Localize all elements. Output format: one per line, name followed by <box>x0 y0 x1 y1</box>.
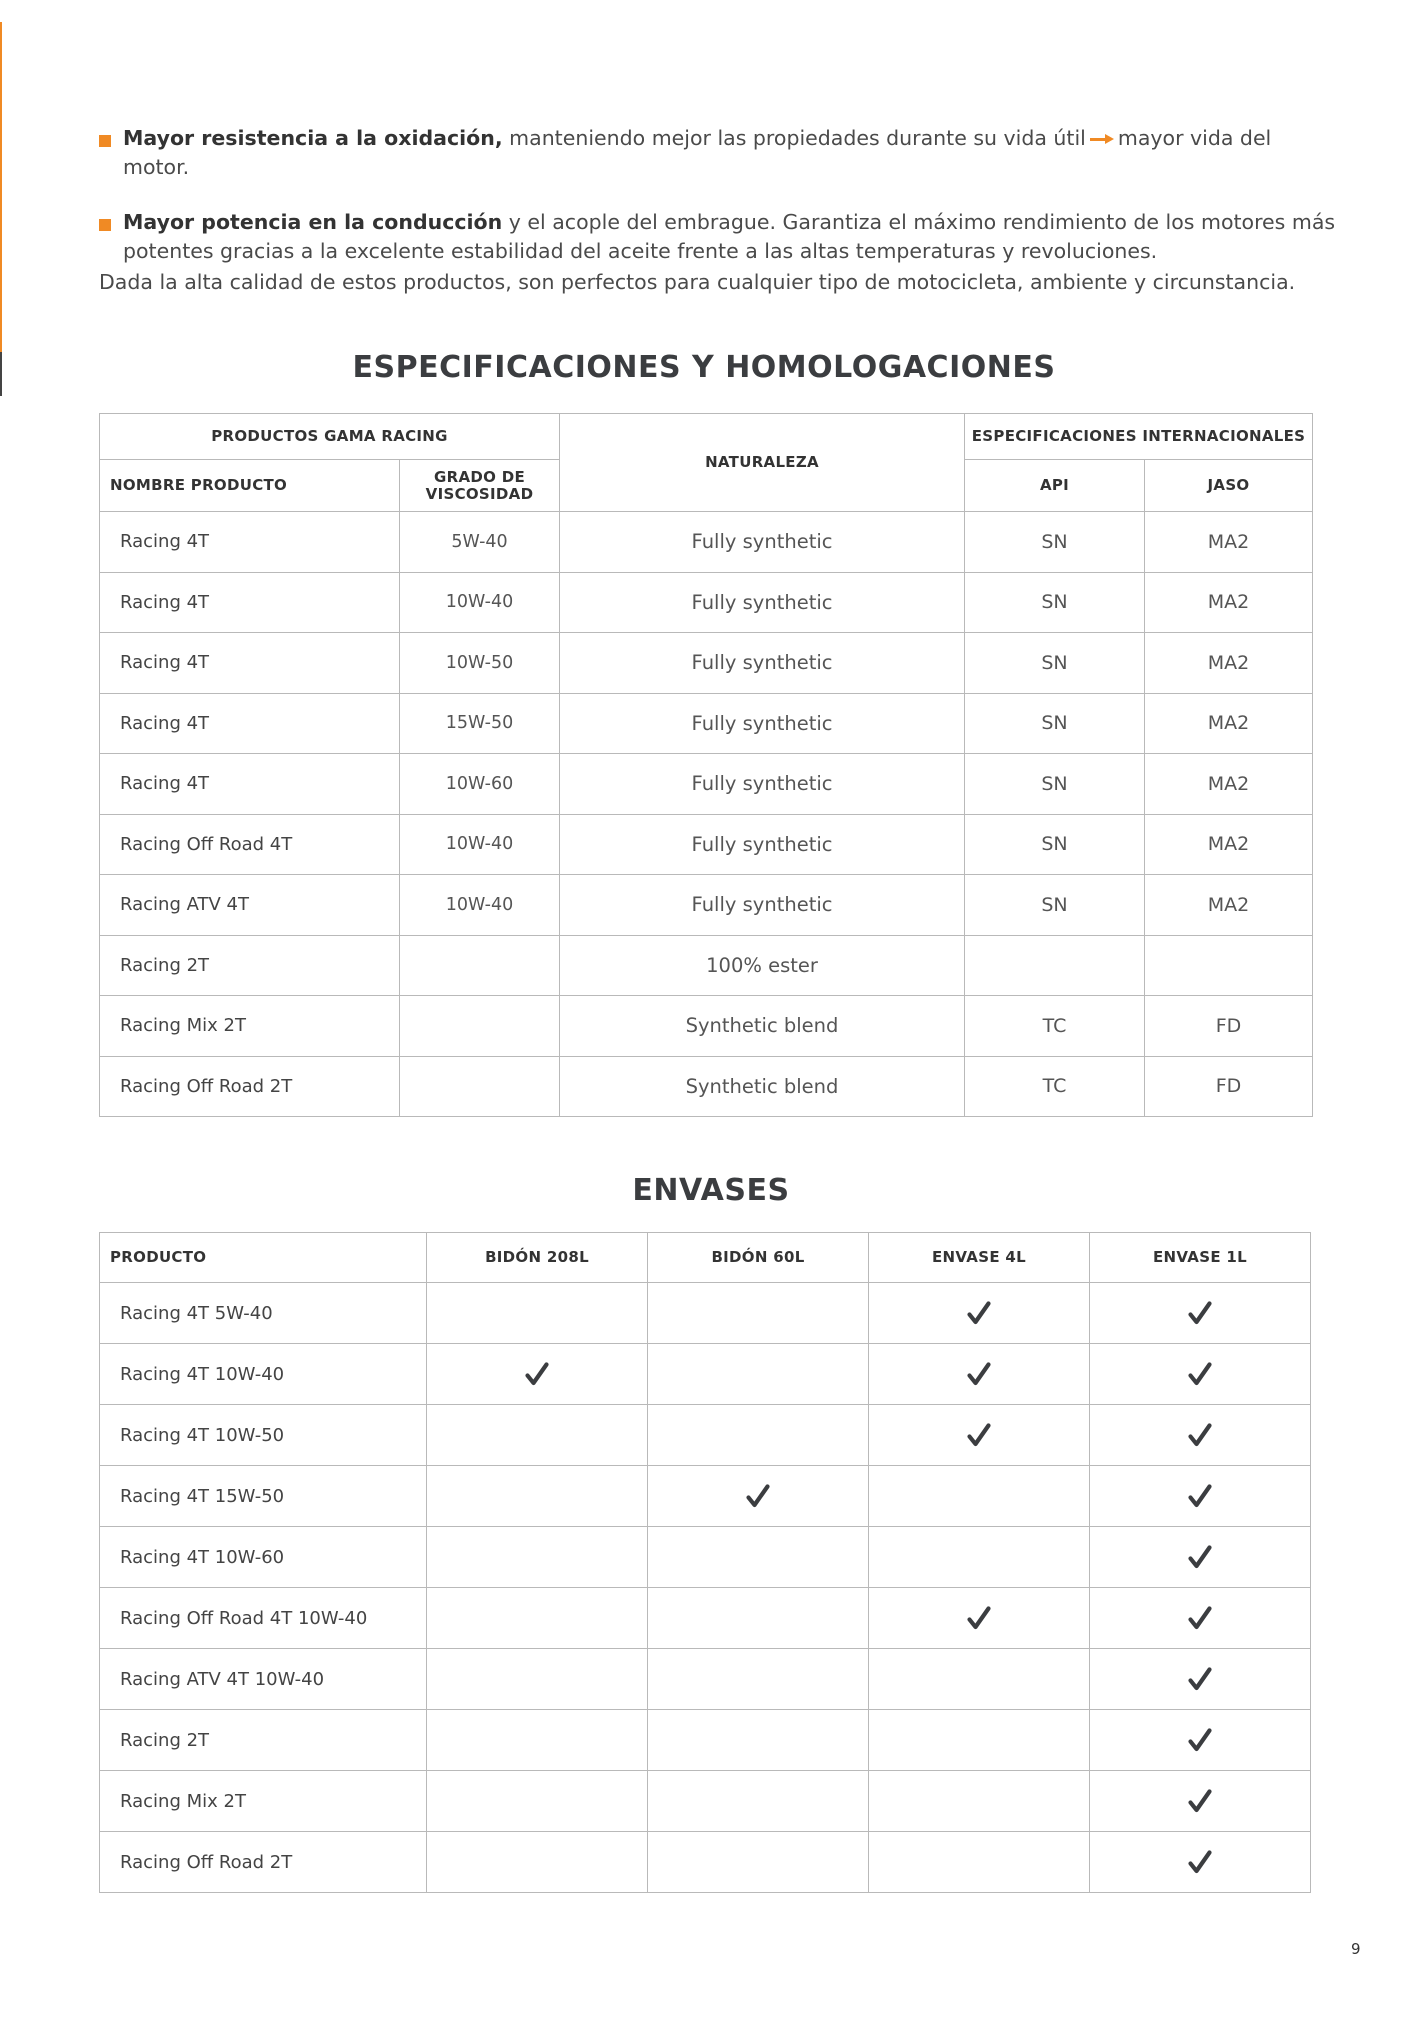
nature-cell: Fully synthetic <box>560 875 965 936</box>
availability-cell <box>869 1771 1090 1832</box>
table-row <box>100 1056 1313 1117</box>
check-icon <box>1188 1362 1212 1386</box>
bullet-text: manteniendo mejor las propiedades durante su vida útil <box>502 126 1086 150</box>
api-cell: SN <box>965 512 1145 573</box>
table-row <box>100 1649 1311 1710</box>
availability-cell <box>1090 1771 1311 1832</box>
nature-cell: Synthetic blend <box>560 1056 965 1117</box>
table-row <box>100 512 1313 573</box>
check-icon <box>1188 1728 1212 1752</box>
availability-cell <box>648 1649 869 1710</box>
viscosity-cell: 10W-40 <box>400 814 560 875</box>
availability-cell <box>427 1466 648 1527</box>
availability-cell <box>869 1832 1090 1893</box>
header-envase-1l: ENVASE 1L <box>1090 1233 1311 1283</box>
table-row <box>100 1466 1311 1527</box>
product-name-cell: Racing ATV 4T 10W-40 <box>100 1649 427 1710</box>
api-cell: SN <box>965 633 1145 694</box>
availability-cell <box>1090 1466 1311 1527</box>
product-name-cell: Racing 4T 10W-40 <box>100 1344 427 1405</box>
check-icon <box>1188 1423 1212 1447</box>
availability-cell <box>869 1405 1090 1466</box>
jaso-cell: MA2 <box>1145 512 1313 573</box>
table-row <box>100 754 1313 815</box>
check-icon <box>1188 1301 1212 1325</box>
header-grado: GRADO DE VISCOSIDAD <box>400 460 560 512</box>
product-name-cell: Racing Mix 2T <box>100 996 400 1057</box>
bullet-square-icon <box>99 135 111 147</box>
availability-cell <box>869 1710 1090 1771</box>
table-row <box>100 1283 1311 1344</box>
jaso-cell: MA2 <box>1145 875 1313 936</box>
api-cell: TC <box>965 996 1145 1057</box>
api-cell: SN <box>965 693 1145 754</box>
availability-cell <box>1090 1283 1311 1344</box>
product-name-cell: Racing 4T <box>100 512 400 573</box>
header-naturaleza: NATURALEZA <box>560 414 965 512</box>
check-icon <box>1188 1606 1212 1630</box>
nature-cell: Fully synthetic <box>560 814 965 875</box>
product-name-cell: Racing 4T <box>100 633 400 694</box>
bullet-text: y el acople del embrague. Garantiza el máximo rendimiento de los motores más potentes gracias a la excelente estabilidad del aceite frente a las altas temperaturas y revoluciones. <box>123 210 1336 263</box>
feature-bullets <box>99 124 1339 292</box>
envases-heading: ENVASES <box>632 1173 790 1208</box>
product-name-cell: Racing ATV 4T <box>100 875 400 936</box>
table-row <box>100 693 1313 754</box>
nature-cell: Fully synthetic <box>560 572 965 633</box>
header-producto: PRODUCTO <box>100 1233 427 1283</box>
availability-cell <box>869 1649 1090 1710</box>
availability-cell <box>648 1405 869 1466</box>
api-cell <box>965 935 1145 996</box>
table-row <box>100 1588 1311 1649</box>
availability-cell <box>427 1405 648 1466</box>
api-cell: TC <box>965 1056 1145 1117</box>
jaso-cell: MA2 <box>1145 633 1313 694</box>
table-row <box>100 814 1313 875</box>
jaso-cell: MA2 <box>1145 754 1313 815</box>
api-cell: SN <box>965 875 1145 936</box>
availability-cell <box>427 1527 648 1588</box>
availability-cell <box>1090 1710 1311 1771</box>
jaso-cell <box>1145 935 1313 996</box>
availability-cell <box>648 1344 869 1405</box>
check-icon <box>967 1362 991 1386</box>
availability-cell <box>648 1710 869 1771</box>
arrow-right-icon <box>1090 133 1114 145</box>
table-row <box>100 1832 1311 1893</box>
jaso-cell: MA2 <box>1145 572 1313 633</box>
table-row <box>100 1405 1311 1466</box>
availability-cell <box>869 1588 1090 1649</box>
header-bidon-208l: BIDÓN 208L <box>427 1233 648 1283</box>
header-intl: ESPECIFICACIONES INTERNACIONALES <box>965 414 1313 460</box>
availability-cell <box>648 1527 869 1588</box>
table-row <box>100 1527 1311 1588</box>
table-row <box>100 633 1313 694</box>
bullet-item <box>99 208 1339 266</box>
jaso-cell: FD <box>1145 1056 1313 1117</box>
edge-accent-line <box>0 22 2 352</box>
availability-cell <box>648 1466 869 1527</box>
availability-cell <box>869 1344 1090 1405</box>
check-icon <box>1188 1850 1212 1874</box>
header-jaso: JASO <box>1145 460 1313 512</box>
spec-heading: ESPECIFICACIONES Y HOMOLOGACIONES <box>352 350 1056 385</box>
check-icon <box>746 1484 770 1508</box>
table-row <box>100 572 1313 633</box>
nature-cell: 100% ester <box>560 935 965 996</box>
api-cell: SN <box>965 814 1145 875</box>
viscosity-cell: 10W-50 <box>400 633 560 694</box>
check-icon <box>1188 1484 1212 1508</box>
page-number: 9 <box>1351 1940 1361 1958</box>
api-cell: SN <box>965 754 1145 815</box>
nature-cell: Fully synthetic <box>560 754 965 815</box>
check-icon <box>967 1606 991 1630</box>
table-row <box>100 875 1313 936</box>
availability-cell <box>427 1771 648 1832</box>
envases-table <box>99 1232 1311 1893</box>
product-name-cell: Racing 4T 10W-60 <box>100 1527 427 1588</box>
nature-cell: Synthetic blend <box>560 996 965 1057</box>
availability-cell <box>427 1832 648 1893</box>
viscosity-cell <box>400 996 560 1057</box>
product-name-cell: Racing 2T <box>100 935 400 996</box>
availability-cell <box>648 1771 869 1832</box>
availability-cell <box>1090 1527 1311 1588</box>
availability-cell <box>648 1588 869 1649</box>
viscosity-cell: 10W-60 <box>400 754 560 815</box>
viscosity-cell <box>400 1056 560 1117</box>
availability-cell <box>1090 1344 1311 1405</box>
availability-cell <box>1090 1588 1311 1649</box>
header-nombre: NOMBRE PRODUCTO <box>100 460 400 512</box>
header-bidon-60l: BIDÓN 60L <box>648 1233 869 1283</box>
check-icon <box>967 1301 991 1325</box>
viscosity-cell: 5W-40 <box>400 512 560 573</box>
product-name-cell: Racing Off Road 2T <box>100 1056 400 1117</box>
availability-cell <box>1090 1405 1311 1466</box>
availability-cell <box>648 1832 869 1893</box>
product-name-cell: Racing 4T <box>100 693 400 754</box>
product-name-cell: Racing 4T 10W-50 <box>100 1405 427 1466</box>
viscosity-cell: 10W-40 <box>400 875 560 936</box>
nature-cell: Fully synthetic <box>560 633 965 694</box>
availability-cell <box>427 1588 648 1649</box>
nature-cell: Fully synthetic <box>560 693 965 754</box>
table-row <box>100 935 1313 996</box>
availability-cell <box>869 1283 1090 1344</box>
jaso-cell: FD <box>1145 996 1313 1057</box>
product-name-cell: Racing Off Road 2T <box>100 1832 427 1893</box>
viscosity-cell: 15W-50 <box>400 693 560 754</box>
bullet-square-icon <box>99 219 111 231</box>
table-row <box>100 1771 1311 1832</box>
product-name-cell: Racing Mix 2T <box>100 1771 427 1832</box>
product-name-cell: Racing Off Road 4T <box>100 814 400 875</box>
check-icon <box>1188 1789 1212 1813</box>
nature-cell: Fully synthetic <box>560 512 965 573</box>
spec-table <box>99 413 1313 1117</box>
bullet-item <box>99 124 1339 182</box>
product-name-cell: Racing 4T 15W-50 <box>100 1466 427 1527</box>
jaso-cell: MA2 <box>1145 693 1313 754</box>
table-row <box>100 1344 1311 1405</box>
product-name-cell: Racing 4T 5W-40 <box>100 1283 427 1344</box>
viscosity-cell <box>400 935 560 996</box>
availability-cell <box>869 1466 1090 1527</box>
bullet-bold: Mayor potencia en la conducción <box>123 210 503 234</box>
product-name-cell: Racing 2T <box>100 1710 427 1771</box>
check-icon <box>1188 1545 1212 1569</box>
header-envase-4l: ENVASE 4L <box>869 1233 1090 1283</box>
header-gama: PRODUCTOS GAMA RACING <box>100 414 560 460</box>
availability-cell <box>427 1344 648 1405</box>
availability-cell <box>1090 1832 1311 1893</box>
availability-cell <box>648 1283 869 1344</box>
product-name-cell: Racing Off Road 4T 10W-40 <box>100 1588 427 1649</box>
bullet-bold: Mayor resistencia a la oxidación, <box>123 126 503 150</box>
check-icon <box>967 1423 991 1447</box>
availability-cell <box>427 1710 648 1771</box>
viscosity-cell: 10W-40 <box>400 572 560 633</box>
bullet-text-after: mayor vida del motor. <box>123 126 1272 179</box>
api-cell: SN <box>965 572 1145 633</box>
table-row <box>100 996 1313 1057</box>
product-name-cell: Racing 4T <box>100 754 400 815</box>
product-name-cell: Racing 4T <box>100 572 400 633</box>
check-icon <box>525 1362 549 1386</box>
availability-cell <box>869 1527 1090 1588</box>
availability-cell <box>427 1283 648 1344</box>
availability-cell <box>427 1649 648 1710</box>
header-api: API <box>965 460 1145 512</box>
intro-paragraph: Dada la alta calidad de estos productos, son perfectos para cualquier tipo de motocicleta, ambiente y circunstancia. <box>99 270 1296 294</box>
table-row <box>100 1710 1311 1771</box>
jaso-cell: MA2 <box>1145 814 1313 875</box>
availability-cell <box>1090 1649 1311 1710</box>
check-icon <box>1188 1667 1212 1691</box>
